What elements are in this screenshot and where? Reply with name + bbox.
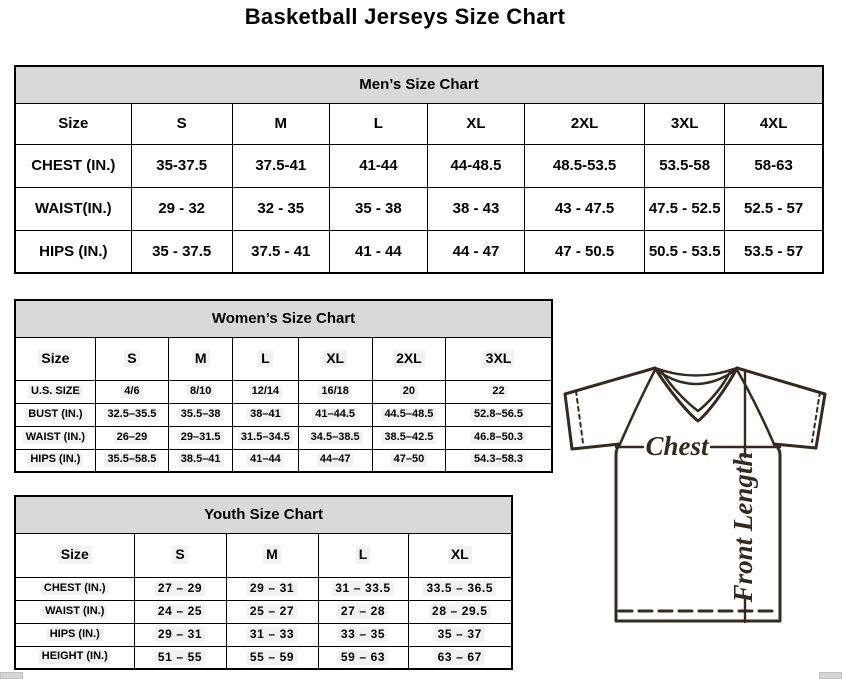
womens-value-cell: 8/10 bbox=[169, 380, 233, 403]
womens-row-label: U.S. SIZE bbox=[15, 380, 95, 403]
front-length-label: Front Length bbox=[728, 451, 758, 603]
mens-row-label: HIPS (IN.) bbox=[15, 230, 131, 273]
youth-value-cell: 33.5 – 36.5 bbox=[408, 577, 512, 600]
youth-size-col-s: S bbox=[134, 533, 226, 577]
mens-value-cell: 37.5 - 41 bbox=[232, 230, 329, 273]
mens-row-label: CHEST (IN.) bbox=[15, 144, 131, 187]
mens-data-row bbox=[15, 230, 823, 273]
mens-size-header-row bbox=[15, 103, 823, 144]
mens-value-cell: 35 - 37.5 bbox=[131, 230, 232, 273]
mens-value-cell: 53.5 - 57 bbox=[725, 230, 823, 273]
jersey-measurement-diagram bbox=[558, 357, 840, 629]
womens-value-cell: 12/14 bbox=[233, 380, 298, 403]
womens-size-col-l: L bbox=[233, 337, 298, 380]
youth-size-label: Size bbox=[15, 533, 134, 577]
youth-size-col-xl: XL bbox=[408, 533, 512, 577]
mens-value-cell: 41-44 bbox=[329, 144, 427, 187]
womens-value-cell: 22 bbox=[446, 380, 552, 403]
womens-value-cell: 26–29 bbox=[95, 426, 168, 449]
womens-data-row bbox=[15, 403, 552, 426]
mens-value-cell: 52.5 - 57 bbox=[725, 187, 823, 230]
womens-table-title: Women’s Size Chart bbox=[15, 300, 552, 337]
youth-value-cell: 35 – 37 bbox=[408, 623, 512, 646]
youth-value-cell: 31 – 33 bbox=[226, 623, 318, 646]
youth-value-cell: 25 – 27 bbox=[226, 600, 318, 623]
womens-data-row bbox=[15, 380, 552, 403]
mens-size-col-4xl: 4XL bbox=[725, 103, 823, 144]
womens-size-col-2xl: 2XL bbox=[372, 337, 445, 380]
left-cuff-stitch bbox=[576, 391, 583, 443]
youth-value-cell: 24 – 25 bbox=[134, 600, 226, 623]
jersey-diagram-svg bbox=[558, 357, 840, 629]
mens-value-cell: 29 - 32 bbox=[131, 187, 232, 230]
mens-size-col-m: M bbox=[232, 103, 329, 144]
collar-back-arc-1 bbox=[655, 368, 737, 376]
page-title: Basketball Jerseys Size Chart bbox=[244, 4, 566, 29]
youth-data-row bbox=[15, 577, 512, 600]
youth-data-row bbox=[15, 600, 512, 623]
youth-value-cell: 27 – 29 bbox=[134, 577, 226, 600]
youth-data-row bbox=[15, 623, 512, 646]
youth-value-cell: 33 – 35 bbox=[318, 623, 408, 646]
womens-value-cell: 46.8–50.3 bbox=[446, 426, 552, 449]
youth-row-label: HIPS (IN.) bbox=[15, 623, 134, 646]
womens-value-cell: 35.5–38 bbox=[169, 403, 233, 426]
womens-value-cell: 29–31.5 bbox=[169, 426, 233, 449]
selection-handle-bottom-left[interactable] bbox=[0, 672, 23, 679]
youth-data-row bbox=[15, 646, 512, 669]
youth-row-label: CHEST (IN.) bbox=[15, 577, 134, 600]
womens-row-label: WAIST (IN.) bbox=[15, 426, 95, 449]
womens-value-cell: 16/18 bbox=[298, 380, 372, 403]
mens-value-cell: 47.5 - 52.5 bbox=[645, 187, 725, 230]
womens-value-cell: 31.5–34.5 bbox=[233, 426, 298, 449]
womens-value-cell: 38.5–41 bbox=[169, 449, 233, 472]
womens-value-cell: 32.5–35.5 bbox=[95, 403, 168, 426]
mens-value-cell: 32 - 35 bbox=[232, 187, 329, 230]
mens-value-cell: 35 - 38 bbox=[329, 187, 427, 230]
mens-value-cell: 53.5-58 bbox=[645, 144, 725, 187]
womens-value-cell: 20 bbox=[372, 380, 445, 403]
womens-value-cell: 54.3–58.3 bbox=[446, 449, 552, 472]
mens-value-cell: 44-48.5 bbox=[427, 144, 524, 187]
youth-value-cell: 51 – 55 bbox=[134, 646, 226, 669]
chest-label: Chest bbox=[645, 431, 709, 461]
mens-size-col-xl: XL bbox=[427, 103, 524, 144]
womens-value-cell: 38.5–42.5 bbox=[372, 426, 445, 449]
mens-value-cell: 38 - 43 bbox=[427, 187, 524, 230]
mens-value-cell: 44 - 47 bbox=[427, 230, 524, 273]
youth-value-cell: 27 – 28 bbox=[318, 600, 408, 623]
womens-data-row bbox=[15, 449, 552, 472]
womens-size-col-xl: XL bbox=[298, 337, 372, 380]
mens-data-row bbox=[15, 187, 823, 230]
youth-size-header-row bbox=[15, 533, 512, 577]
womens-size-header-row bbox=[15, 337, 552, 380]
youth-table-title: Youth Size Chart bbox=[15, 496, 512, 533]
mens-value-cell: 47 - 50.5 bbox=[525, 230, 645, 273]
youth-row-label: WAIST (IN.) bbox=[15, 600, 134, 623]
youth-value-cell: 29 – 31 bbox=[134, 623, 226, 646]
youth-row-label: HEIGHT (IN.) bbox=[15, 646, 134, 669]
womens-value-cell: 52.8–56.5 bbox=[446, 403, 552, 426]
womens-value-cell: 44.5–48.5 bbox=[372, 403, 445, 426]
womens-row-label: BUST (IN.) bbox=[15, 403, 95, 426]
mens-size-col-3xl: 3XL bbox=[645, 103, 725, 144]
womens-value-cell: 38–41 bbox=[233, 403, 298, 426]
mens-table-title: Men’s Size Chart bbox=[15, 66, 823, 103]
youth-value-cell: 55 – 59 bbox=[226, 646, 318, 669]
mens-value-cell: 37.5-41 bbox=[232, 144, 329, 187]
womens-value-cell: 34.5–38.5 bbox=[298, 426, 372, 449]
womens-size-col-s: S bbox=[95, 337, 168, 380]
youth-size-col-m: M bbox=[226, 533, 318, 577]
selection-handle-bottom-right[interactable] bbox=[819, 672, 842, 679]
mens-value-cell: 58-63 bbox=[725, 144, 823, 187]
youth-value-cell: 59 – 63 bbox=[318, 646, 408, 669]
mens-row-label: WAIST(IN.) bbox=[15, 187, 131, 230]
mens-value-cell: 43 - 47.5 bbox=[525, 187, 645, 230]
womens-value-cell: 4/6 bbox=[95, 380, 168, 403]
womens-value-cell: 35.5–58.5 bbox=[95, 449, 168, 472]
womens-value-cell: 47–50 bbox=[372, 449, 445, 472]
womens-size-table bbox=[14, 299, 553, 473]
youth-value-cell: 29 – 31 bbox=[226, 577, 318, 600]
youth-size-table bbox=[14, 495, 513, 670]
mens-value-cell: 50.5 - 53.5 bbox=[645, 230, 725, 273]
womens-size-col-3xl: 3XL bbox=[446, 337, 552, 380]
jersey-outline bbox=[565, 368, 825, 621]
youth-value-cell: 28 – 29.5 bbox=[408, 600, 512, 623]
womens-value-cell: 44–47 bbox=[298, 449, 372, 472]
womens-value-cell: 41–44.5 bbox=[298, 403, 372, 426]
right-armhole-seam bbox=[737, 370, 774, 444]
mens-value-cell: 41 - 44 bbox=[329, 230, 427, 273]
womens-row-label: HIPS (IN.) bbox=[15, 449, 95, 472]
youth-value-cell: 63 – 67 bbox=[408, 646, 512, 669]
youth-value-cell: 31 – 33.5 bbox=[318, 577, 408, 600]
mens-size-col-2xl: 2XL bbox=[525, 103, 645, 144]
womens-size-label: Size bbox=[15, 337, 95, 380]
mens-value-cell: 48.5-53.5 bbox=[525, 144, 645, 187]
womens-data-row bbox=[15, 426, 552, 449]
womens-value-cell: 41–44 bbox=[233, 449, 298, 472]
mens-size-col-s: S bbox=[131, 103, 232, 144]
mens-value-cell: 35-37.5 bbox=[131, 144, 232, 187]
womens-size-col-m: M bbox=[169, 337, 233, 380]
mens-size-table bbox=[14, 65, 824, 274]
youth-size-col-l: L bbox=[318, 533, 408, 577]
mens-size-col-l: L bbox=[329, 103, 427, 144]
mens-size-label: Size bbox=[15, 103, 131, 144]
mens-data-row bbox=[15, 144, 823, 187]
